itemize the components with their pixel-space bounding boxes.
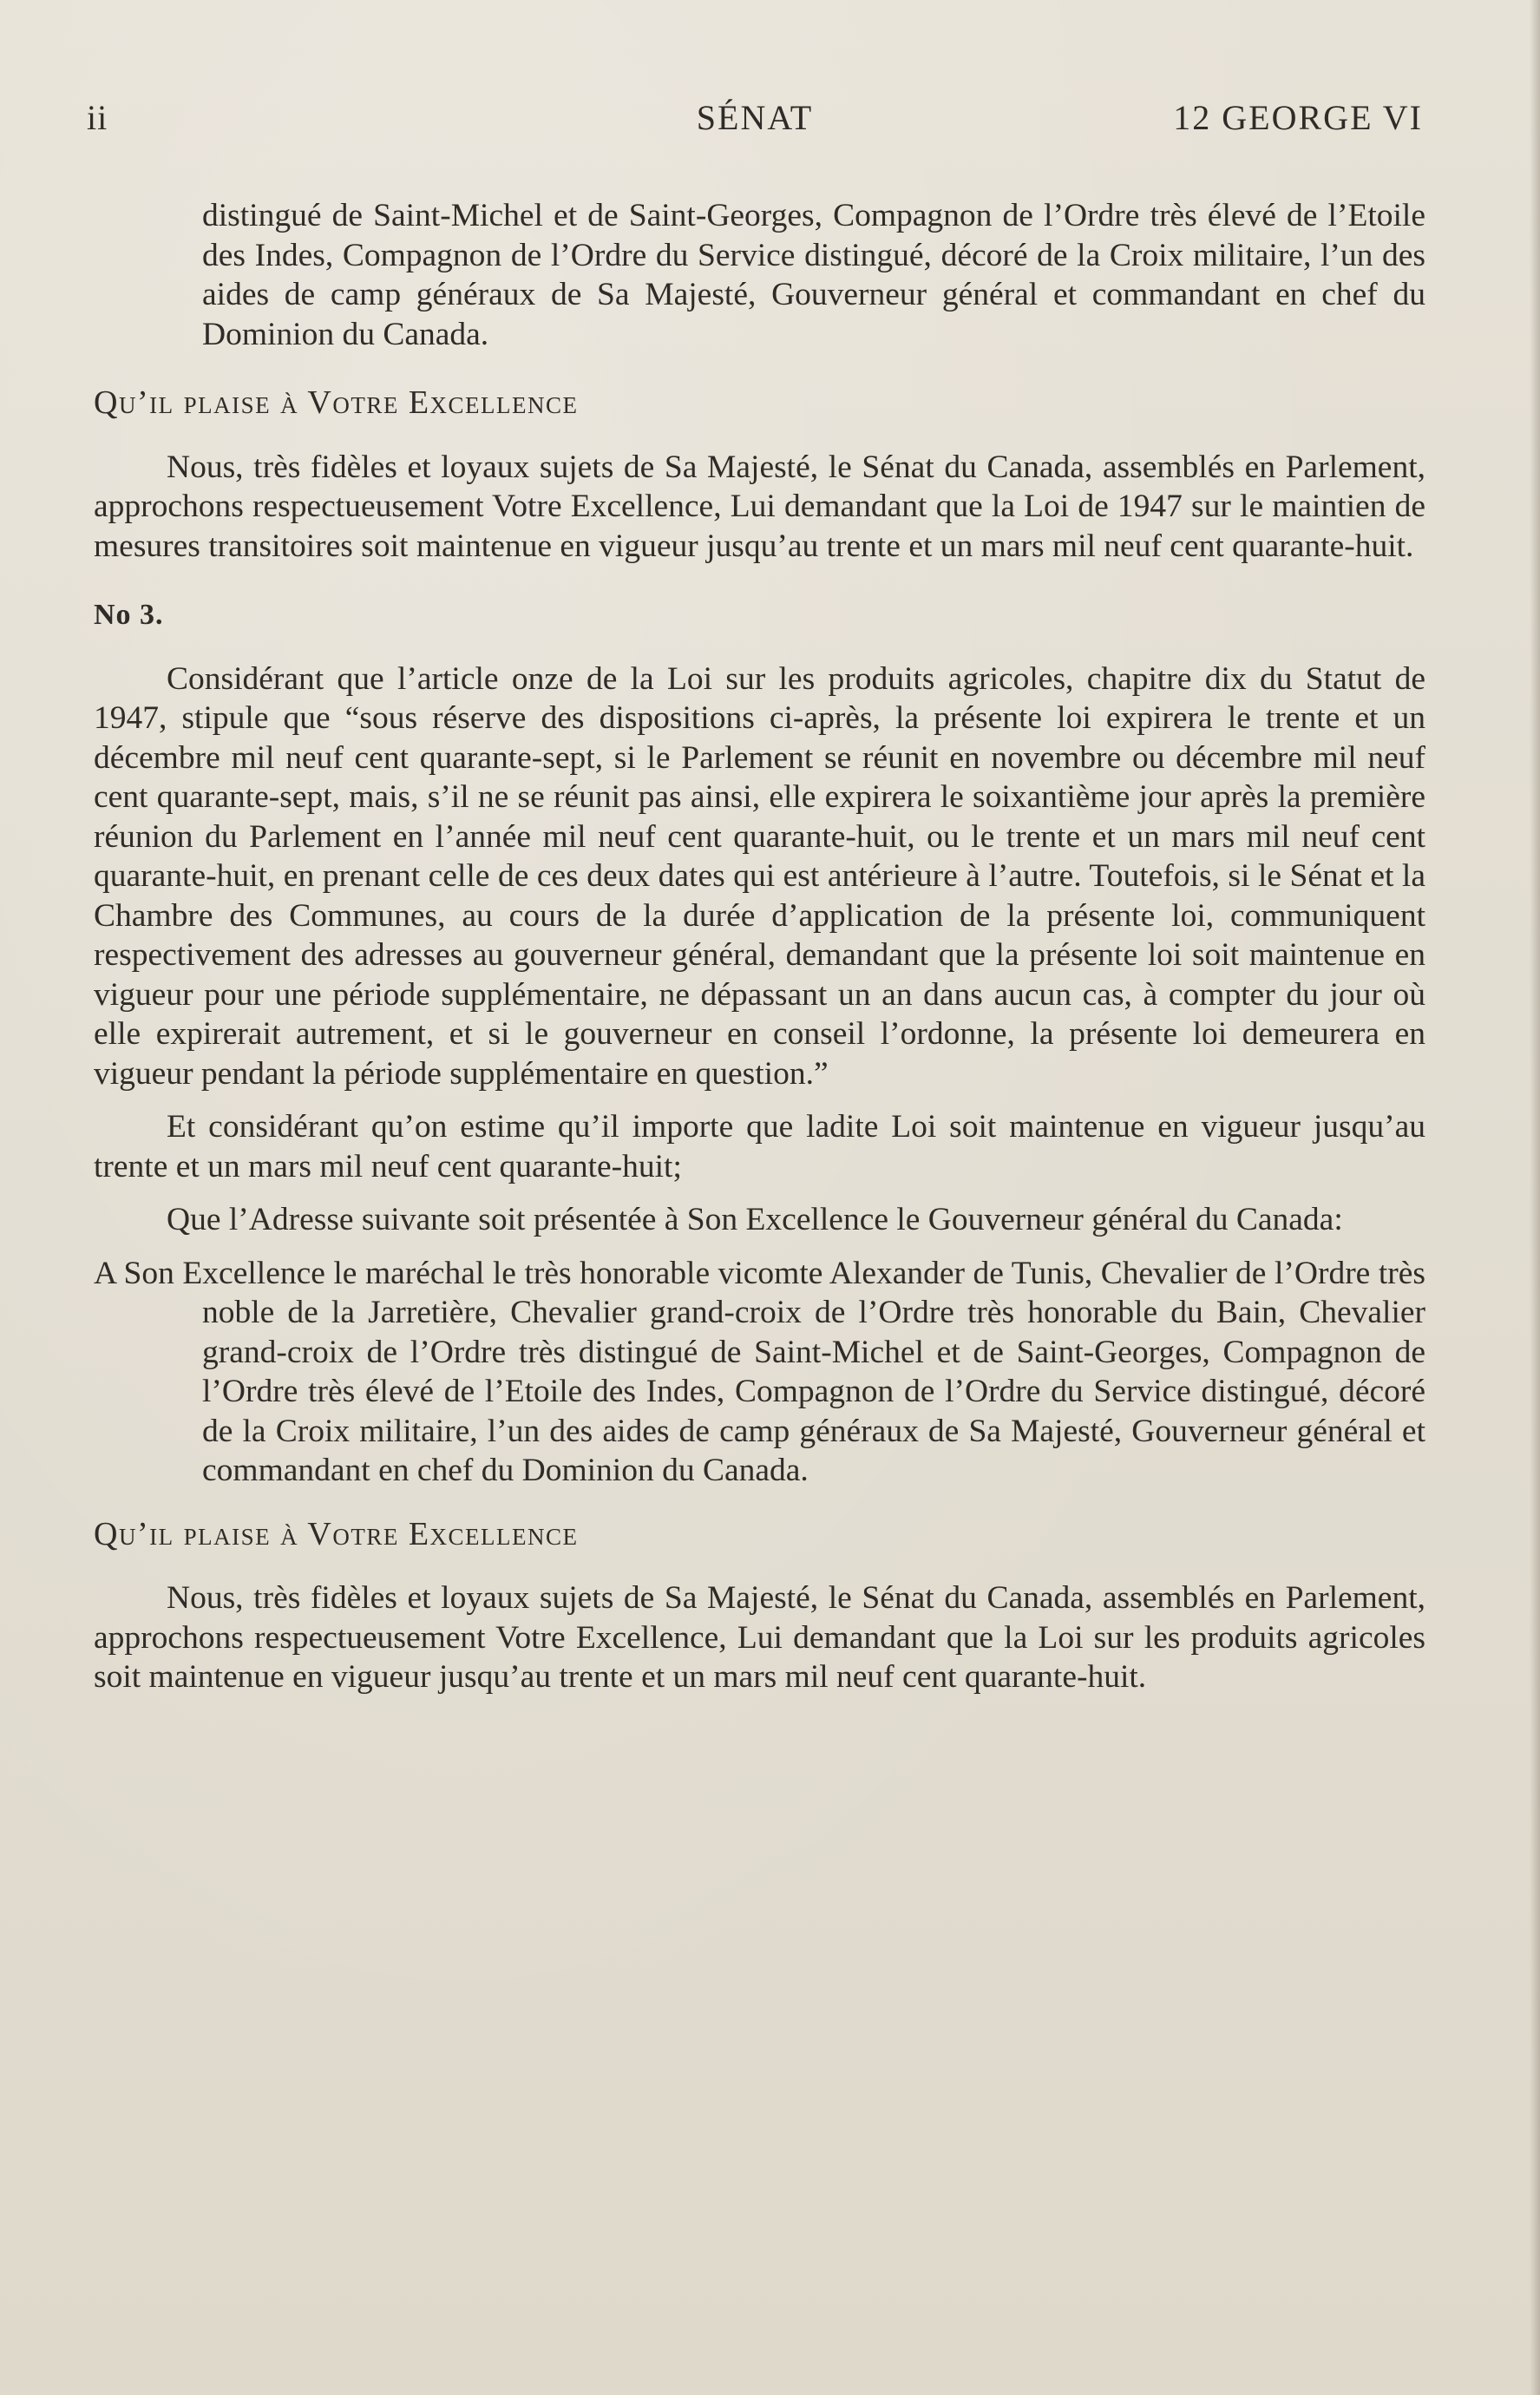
prayer-heading-1: Qu’il plaise à Votre Excellence bbox=[94, 384, 579, 421]
running-title: SÉNAT bbox=[696, 98, 814, 137]
body-text bbox=[94, 196, 1425, 1697]
running-head bbox=[87, 97, 1423, 141]
page-folio: ii bbox=[87, 98, 108, 137]
address-block: A Son Excellence le maréchal le très honorable vicomte Alexander de Tunis, Chevalier de l’Ordre très noble de la Jarretière, Chevalier grand-croix de l’Ordre très honorable du Bain, Chevalier grand-croix de l’Ordre très distingué de Saint-Michel et de Saint-Georges, Compagnon de l’Ordre très élevé de l’Etoile des Indes, Compagnon de l’Ordre du Service distingué, décoré de la Croix militaire, l’un des aides de camp généraux de Sa Majesté, Gouverneur général et commandant en chef du Dominion du Canada. bbox=[94, 1255, 1425, 1488]
whereas-paragraph: Considérant que l’article onze de la Loi sur les produits agricoles, chapitre dix du Statut de 1947, stipule que “sous réserve des dispositions ci-après, la présente loi expirera le trente et un décembre mil neuf cent quarante-sept, si le Parlement se réunit en novembre ou décembre mil neuf cent quarante-sept, mais, s’il ne se réunit pas ainsi, elle expirera le soixantième jour après la première réunion du Parlement en l’année mil neuf cent quarante-huit, ou le trente et un mars mil neuf cent quarante-huit, en prenant celle de ces deux dates qui est antérieure à l’autre. Toutefois, si le Sénat et la Chambre des Communes, au cours de la durée d’application de la présente loi, communiquent respectivement des adresses au gouverneur général, demandant que la présente loi soit maintenue en vigueur pour une période supplémentaire, ne dépassant un an dans aucun cas, à compter du jour où elle expirerait autrement, et si le gouverneur en conseil l’ordonne, la présente loi demeurera en vigueur pendant la période supplémentaire en question.” bbox=[94, 660, 1425, 1092]
page-edge-shadow bbox=[1530, 0, 1540, 2395]
petition-paragraph-2: Nous, très fidèles et loyaux sujets de Sa Majesté, le Sénat du Canada, assemblés en Parlement, approchons respectueusement Votre Excellence, Lui demandant que la Loi sur les produits agricoles soit maintenue en vigueur jusqu’au trente et un mars mil neuf cent quarante-huit. bbox=[94, 1580, 1425, 1695]
prayer-heading-2: Qu’il plaise à Votre Excellence bbox=[94, 1515, 579, 1552]
whereas-paragraph-2: Et considérant qu’on estime qu’il importe que ladite Loi soit maintenue en vigueur jusqu’au trente et un mars mil neuf cent quarante-huit; bbox=[94, 1109, 1425, 1184]
running-reign: 12 GEORGE VI bbox=[1173, 98, 1423, 137]
item-number-heading: No 3. bbox=[94, 599, 164, 631]
petition-paragraph-1: Nous, très fidèles et loyaux sujets de Sa Majesté, le Sénat du Canada, assemblés en Parlement, approchons respectueusement Votre Excellence, Lui demandant que la Loi de 1947 sur le maintien de mesures transitoires soit maintenue en vigueur jusqu’au trente et un mars mil neuf cent quarante-huit. bbox=[94, 449, 1425, 564]
address-continuation: distingué de Saint-Michel et de Saint-Georges, Compagnon de l’Ordre très élevé de l’Etoile des Indes, Compagnon de l’Ordre du Service distingué, décoré de la Croix militaire, l’un des aides de camp généraux de Sa Majesté, Gouverneur général et commandant en chef du Dominion du Canada. bbox=[202, 198, 1425, 352]
resolution-paragraph: Que l’Adresse suivante soit présentée à Son Excellence le Gouverneur général du Canada: bbox=[167, 1202, 1343, 1237]
